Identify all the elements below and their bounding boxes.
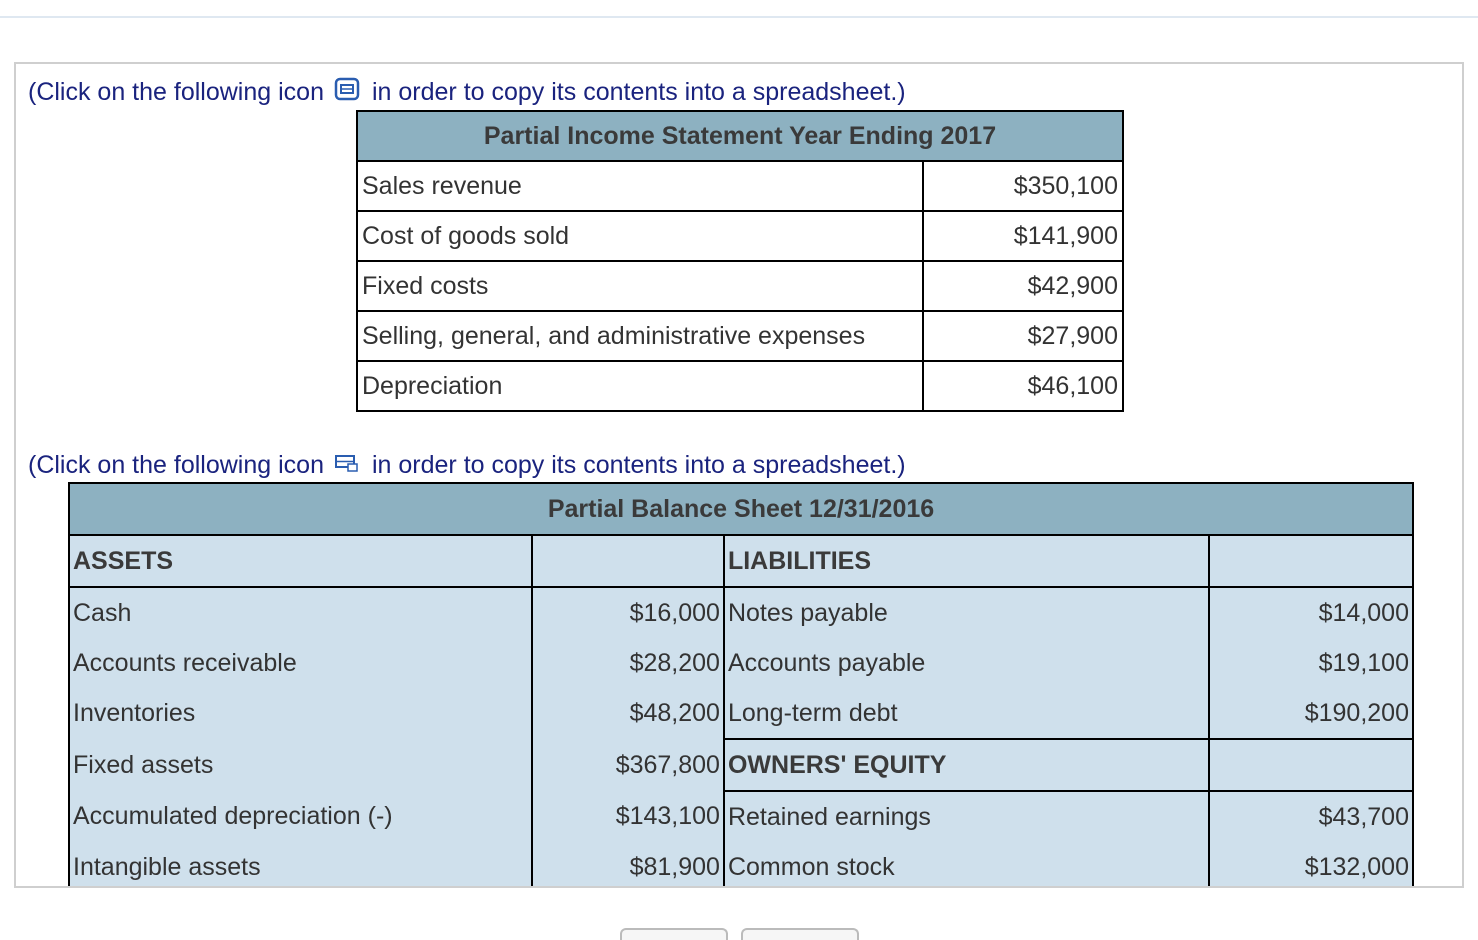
table-row [69, 535, 1413, 587]
liability-value: $19,100 [1209, 638, 1413, 688]
row-value: $46,100 [923, 361, 1123, 411]
asset-label: Cash [69, 587, 532, 638]
asset-label: Accumulated depreciation (-) [69, 791, 532, 842]
row-label: Fixed costs [357, 261, 923, 311]
instruction-suffix: in order to copy its contents into a spreadsheet.) [371, 451, 906, 480]
asset-label: Inventories [69, 688, 532, 739]
empty-cell [532, 535, 724, 587]
income-statement-title: Partial Income Statement Year Ending 2017 [357, 111, 1123, 161]
instruction-prefix: (Click on the following icon [28, 451, 324, 480]
row-value: $350,100 [923, 161, 1123, 211]
table-row [69, 791, 1413, 842]
copy-spreadsheet-icon[interactable] [334, 76, 360, 108]
content-panel [14, 62, 1464, 888]
liability-label: Long-term debt [724, 688, 1209, 739]
empty-cell [1209, 535, 1413, 587]
instruction-prefix: (Click on the following icon [28, 78, 324, 106]
income-statement-table [356, 110, 1124, 412]
row-value: $42,900 [923, 261, 1123, 311]
asset-value: $16,000 [532, 587, 724, 638]
row-label: Cost of goods sold [357, 211, 923, 261]
row-label: Selling, general, and administrative expenses [357, 311, 923, 361]
table-row [357, 311, 1123, 361]
asset-label: Fixed assets [69, 739, 532, 791]
balance-sheet-title: Partial Balance Sheet 12/31/2016 [69, 483, 1413, 535]
asset-value: $48,200 [532, 688, 724, 739]
row-value: $141,900 [923, 211, 1123, 261]
equity-label: Common stock [724, 842, 1209, 888]
asset-value: $28,200 [532, 638, 724, 688]
row-value: $27,900 [923, 311, 1123, 361]
table-row [69, 688, 1413, 739]
table-row [69, 842, 1413, 888]
bottom-button-partial[interactable] [741, 928, 859, 940]
liability-value: $14,000 [1209, 587, 1413, 638]
asset-label: Intangible assets [69, 842, 532, 888]
table-row [357, 211, 1123, 261]
balance-sheet-table [68, 482, 1414, 888]
instruction-suffix: in order to copy its contents into a spreadsheet.) [371, 78, 906, 106]
bottom-button-partial[interactable] [620, 928, 728, 940]
table-row [69, 739, 1413, 791]
table-row [357, 161, 1123, 211]
row-label: Sales revenue [357, 161, 923, 211]
top-divider [0, 16, 1478, 18]
instruction-balance [28, 450, 906, 479]
liability-label: Notes payable [724, 587, 1209, 638]
liability-label: Accounts payable [724, 638, 1209, 688]
asset-label: Accounts receivable [69, 638, 532, 688]
equity-label: Retained earnings [724, 791, 1209, 842]
table-row [69, 638, 1413, 688]
asset-value: $143,100 [532, 791, 724, 842]
asset-value: $367,800 [532, 739, 724, 791]
equity-value: $43,700 [1209, 791, 1413, 842]
table-row [69, 587, 1413, 638]
table-row [357, 261, 1123, 311]
copy-spreadsheet-icon[interactable] [334, 451, 360, 479]
table-row [357, 361, 1123, 411]
instruction-income [28, 76, 906, 108]
liabilities-header: LIABILITIES [724, 535, 1209, 587]
row-label: Depreciation [357, 361, 923, 411]
equity-value: $132,000 [1209, 842, 1413, 888]
liability-value: $190,200 [1209, 688, 1413, 739]
assets-header: ASSETS [69, 535, 532, 587]
asset-value: $81,900 [532, 842, 724, 888]
equity-header: OWNERS' EQUITY [724, 739, 1209, 791]
empty-cell [1209, 739, 1413, 791]
